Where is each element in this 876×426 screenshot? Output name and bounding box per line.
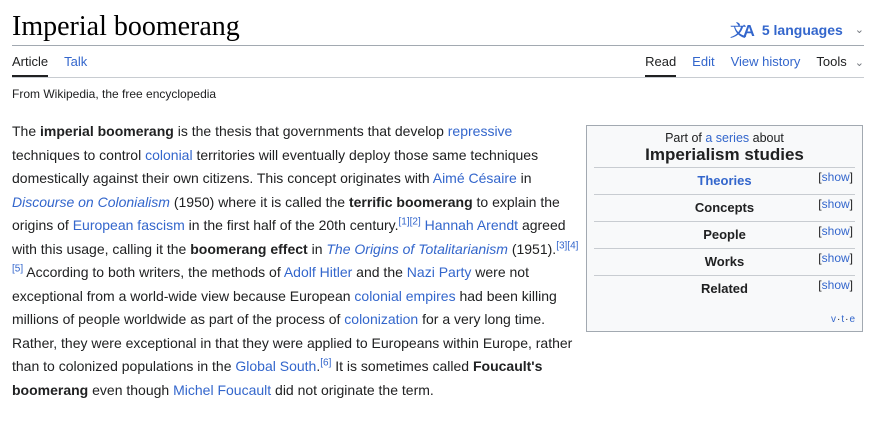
text: Part of <box>665 131 706 145</box>
languages-label: 5 languages <box>761 21 843 38</box>
link-adolf-hitler[interactable]: Adolf Hitler <box>283 264 353 280</box>
languages-button[interactable] <box>730 18 864 41</box>
page-tabs <box>12 46 864 77</box>
text: had been killing millions of people worldwide as part of the process of <box>12 287 557 327</box>
link-michel-foucault[interactable]: Michel Foucault <box>173 381 272 398</box>
text: about <box>749 131 784 145</box>
chevron-down-icon: ⌄ <box>854 57 864 69</box>
text: to explain the origins of <box>12 193 560 233</box>
series-row-related <box>594 275 855 302</box>
show-toggle[interactable]: [show] <box>818 224 853 238</box>
link-colonial-empires[interactable]: colonial empires <box>354 287 456 304</box>
text: for a very long time. Rather, they were exceptional in that they were applied to Europeans within Europe, rather than to colonized populations in the <box>12 311 573 374</box>
show-link[interactable]: show <box>821 197 850 211</box>
bold-term: boomerang effect <box>190 240 308 257</box>
text: agreed with this usage, calling it the <box>12 217 566 257</box>
tab-tools[interactable] <box>816 46 864 77</box>
link-repressive[interactable]: repressive <box>447 123 513 139</box>
series-row-people <box>594 221 855 248</box>
text: in <box>307 240 327 257</box>
citation-6[interactable]: [6] <box>320 357 332 369</box>
text: It is sometimes called <box>331 358 473 374</box>
series-row-label: Related <box>701 281 748 296</box>
link-hannah-arendt[interactable]: Hannah Arendt <box>424 217 519 233</box>
vte-view[interactable]: v <box>830 314 837 325</box>
tools-label: Tools <box>816 54 847 69</box>
link-origins-of-totalitarianism[interactable]: The Origins of Totalitarianism <box>326 240 508 257</box>
show-toggle[interactable]: [show] <box>818 197 853 211</box>
text: techniques to control <box>12 146 146 163</box>
translate-icon: 文A <box>730 23 752 40</box>
link-global-south[interactable]: Global South <box>235 358 317 374</box>
series-row-concepts <box>594 194 855 221</box>
text: did not originate the term. <box>271 381 434 398</box>
link-discourse-on-colonialism[interactable]: Discourse on Colonialism <box>12 193 170 210</box>
navbox-vte: v·t·e <box>830 314 856 325</box>
series-sidebar <box>586 125 863 332</box>
part-of-series <box>587 131 862 145</box>
series-row-label[interactable]: Theories <box>697 173 752 188</box>
text: and the <box>352 264 407 280</box>
bold-term: terrific boomerang <box>348 193 473 210</box>
citation-1-2[interactable]: [1][2] <box>398 216 421 228</box>
series-row-theories <box>594 167 855 194</box>
show-toggle[interactable]: [show] <box>818 278 853 292</box>
tab-view-history[interactable]: View history <box>730 54 801 69</box>
tab-talk[interactable]: Talk <box>64 54 88 69</box>
link-nazi-party[interactable]: Nazi Party <box>406 264 472 280</box>
text: (1951). <box>507 240 557 257</box>
text: territories will eventually deploy those same techniques domestically against their own citizens. This concept originates with <box>12 146 539 186</box>
series-row-works <box>594 248 855 275</box>
show-link[interactable]: show <box>821 170 850 184</box>
series-title: Imperialism studies <box>645 145 804 164</box>
link-a-series[interactable]: a series <box>705 131 750 145</box>
link-colonial[interactable]: colonial <box>145 146 193 163</box>
vte-talk[interactable]: t <box>841 314 846 325</box>
show-link[interactable]: show <box>821 251 850 265</box>
link-colonization[interactable]: colonization <box>344 311 419 327</box>
tabs-divider <box>12 77 864 78</box>
link-aime-cesaire[interactable]: Aimé Césaire <box>432 170 517 186</box>
citation-3-4-5[interactable]: [3][4][5] <box>12 239 579 275</box>
text: (1950) where it is called the <box>169 193 349 210</box>
tab-article[interactable]: Article <box>12 46 48 77</box>
lead-paragraph <box>12 120 582 402</box>
article-body <box>12 120 582 402</box>
tab-edit[interactable]: Edit <box>692 54 715 69</box>
text: According to both writers, the methods of <box>23 264 284 280</box>
bold-term: Foucault's boomerang <box>12 358 543 398</box>
vte-edit[interactable]: e <box>849 314 856 325</box>
show-link[interactable]: show <box>821 278 850 292</box>
series-row-label: People <box>703 227 746 242</box>
text: even though <box>88 381 174 398</box>
site-tagline: From Wikipedia, the free encyclopedia <box>12 87 217 101</box>
text: The <box>12 123 41 139</box>
text: were not exceptional from a world-wide view because European <box>12 264 529 304</box>
chevron-down-icon: ⌄ <box>854 24 864 36</box>
page-title: Imperial boomerang <box>12 11 240 42</box>
text: in <box>516 170 532 186</box>
show-toggle[interactable]: [show] <box>818 251 853 265</box>
text: is the thesis that governments that develop <box>173 123 448 139</box>
bold-term: imperial boomerang <box>40 123 174 139</box>
series-row-label: Works <box>704 254 745 269</box>
text: . <box>316 358 321 374</box>
text: in the first half of the 20th century. <box>184 217 399 233</box>
link-european-fascism[interactable]: European fascism <box>72 217 185 233</box>
series-row-label: Concepts <box>694 200 755 215</box>
tab-read[interactable]: Read <box>645 46 676 77</box>
show-toggle[interactable]: [show] <box>818 170 853 184</box>
show-link[interactable]: show <box>821 224 850 238</box>
